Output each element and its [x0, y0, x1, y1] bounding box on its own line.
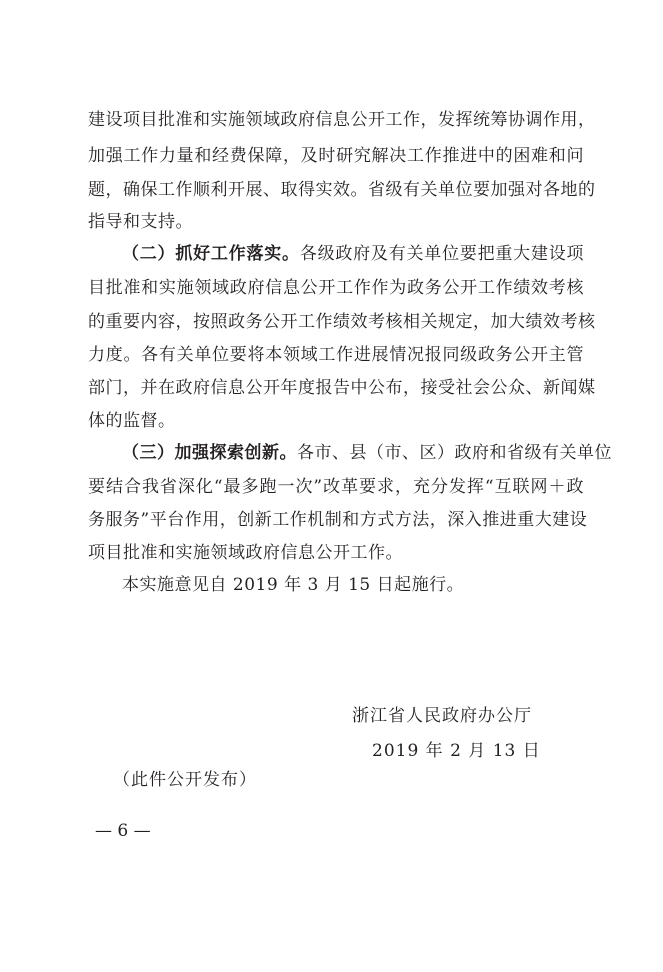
section-heading-3: （三）加强探索创新。: [122, 443, 297, 463]
paragraph-3-line-2: 要结合我省深化“最多跑一次”改革要求，充分发挥“互联网＋政: [88, 477, 584, 497]
paragraph-3-line-1: [122, 443, 612, 463]
paragraph-1-line-1: 建设项目批准和实施领域政府信息公开工作，发挥统筹协调作用，: [88, 110, 596, 130]
page-number: — 6 —: [95, 821, 151, 841]
paragraph-1-line-3: 题，确保工作顺利开展、取得实效。省级有关单位要加强对各地的: [88, 180, 596, 200]
paragraph-2-line-2: 目批准和实施领域政府信息公开工作作为政务公开工作绩效考核: [88, 278, 584, 298]
paragraph-1-line-2: 加强工作力量和经费保障，及时研究解决工作推进中的困难和问: [88, 146, 584, 166]
section-heading-2: （二）抓好工作落实。: [122, 244, 300, 264]
paragraph-2-line-4: 力度。各有关单位要将本领域工作进展情况报同级政务公开主管: [88, 345, 584, 365]
paragraph-1-line-4: 指导和支持。: [88, 212, 193, 232]
paragraph-3-first-text: 各市、县（市、区）政府和省级有关单位: [297, 443, 612, 463]
paragraph-2-line-5: 部门，并在政府信息公开年度报告中公布，接受社会公众、新闻媒: [88, 378, 596, 398]
paragraph-2-line-3: 的重要内容，按照政务公开工作绩效考核相关规定，加大绩效考核: [88, 312, 596, 332]
paragraph-2-line-6: 体的监督。: [88, 411, 176, 431]
paragraph-3-line-3: 务服务”平台作用，创新工作机制和方式方法，深入推进重大建设: [88, 510, 588, 530]
paragraph-2-line-1: [122, 244, 584, 264]
paragraph-2-first-text: 各级政府及有关单位要把重大建设项: [299, 244, 585, 264]
disclosure-note: （此件公开发布）: [113, 770, 257, 790]
issue-date: 2019 年 2 月 13 日: [372, 741, 541, 761]
effective-date-statement: 本实施意见自 2019 年 3 月 15 日起施行。: [122, 575, 465, 595]
issuer-name: 浙江省人民政府办公厅: [352, 706, 532, 726]
paragraph-3-line-4: 项目批准和实施领域政府信息公开工作。: [88, 543, 403, 563]
